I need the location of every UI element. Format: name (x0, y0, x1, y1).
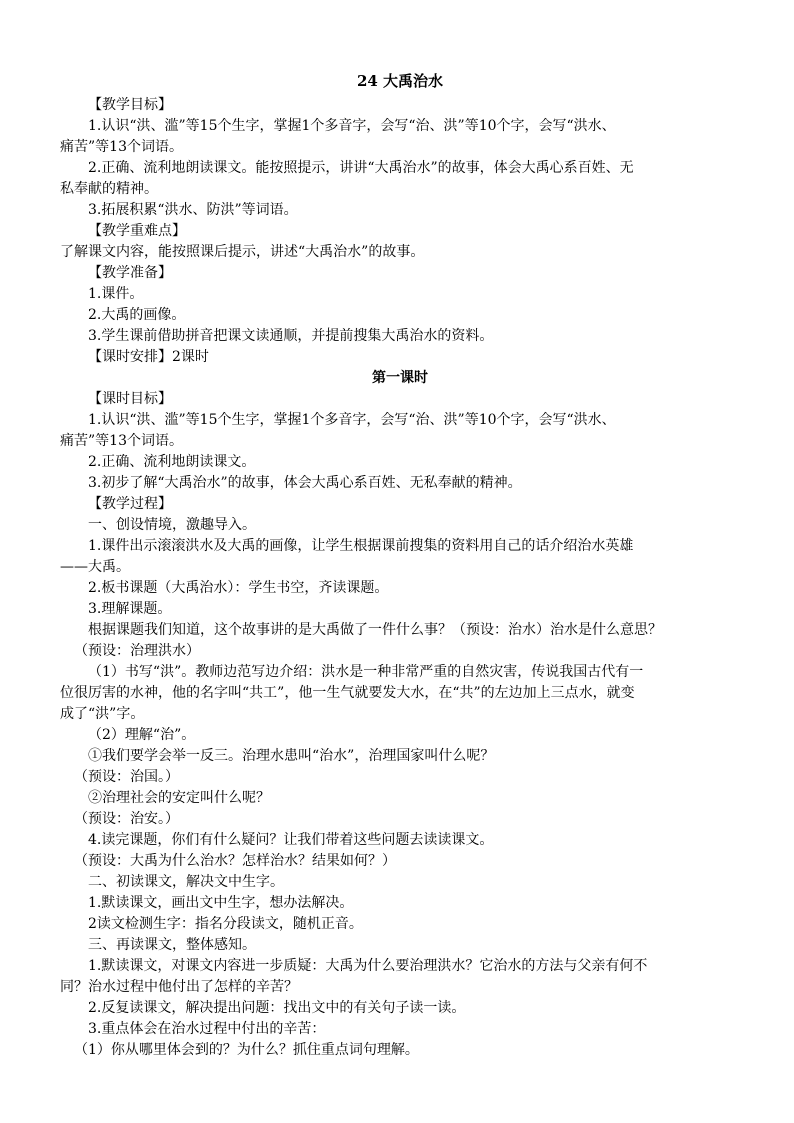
text-line: 2.大禹的画像。 (88, 307, 186, 323)
section-block-1 (60, 95, 740, 368)
document-title: 24 大禹治水 (356, 72, 444, 90)
text-line: 1.课件。 (88, 286, 144, 302)
text-line: 【教学过程】 (88, 496, 172, 512)
text-line: 痛苦”等13个词语。 (60, 139, 183, 155)
text-line: 位很厉害的水神，他的名字叫“共工”，他一生气就要发大水，在“共”的左边加上三点水，就变 (60, 685, 635, 701)
text-line: 2.反复读课文，解决提出问题：找出文中的有关句子读一读。 (88, 1000, 466, 1016)
text-line: （预设：大禹为什么治水？怎样治水？结果如何？） (74, 853, 396, 869)
text-line: （1）书写“洪”。教师边范写边介绍：洪水是一种非常严重的自然灾害，传说我国古代有一 (88, 664, 644, 680)
text-line: 痛苦”等13个词语。 (60, 433, 183, 449)
text-line: 三、再读课文，整体感知。 (88, 937, 256, 953)
text-line: 成了“洪”字。 (60, 706, 145, 722)
text-line: 3.学生课前借助拼音把课文读通顺，并提前搜集大禹治水的资料。 (88, 328, 494, 344)
text-line: （预设：治国。） (74, 769, 179, 785)
text-line: 3.理解课题。 (88, 601, 172, 617)
text-line: 【课时安排】2课时 (88, 349, 209, 365)
text-line: 3.初步了解“大禹治水”的故事，体会大禹心系百姓、无私奉献的精神。 (88, 475, 522, 491)
text-line: ②治理社会的安定叫什么呢？ (88, 790, 270, 806)
text-line: 一、创设情境，激趣导入。 (88, 517, 256, 533)
text-line: 1.认识“洪、滥”等15个生字，掌握1个多音字，会写“治、洪”等10个字，会写“洪水、 (88, 118, 616, 134)
text-line: 2.正确、流利地朗读课文。能按照提示，讲讲“大禹治水”的故事，体会大禹心系百姓、无 (88, 160, 634, 176)
text-line: 3.拓展积累“洪水、防洪”等词语。 (88, 202, 298, 218)
text-line: 了解课文内容，能按照课后提示，讲述“大禹治水”的故事。 (60, 244, 425, 260)
text-line: 1.默读课文，对课文内容进一步质疑：大禹为什么要治理洪水？它治水的方法与父亲有何不 (88, 958, 648, 974)
text-line: 2.板书课题（大禹治水）：学生书空，齐读课题。 (88, 580, 389, 596)
section-title: 第一课时 (372, 370, 428, 386)
text-line: 同？治水过程中他付出了怎样的辛苦？ (60, 979, 298, 995)
text-line: ——大禹。 (60, 559, 130, 575)
text-line: 私奉献的精神。 (60, 181, 158, 197)
text-line: （预设：治安。） (74, 811, 179, 827)
document-page (60, 70, 740, 1061)
text-line: 2.正确、流利地朗读课文。 (88, 454, 256, 470)
text-line: 1.课件出示滚滚洪水及大禹的画像，让学生根据课前搜集的资料用自己的话介绍治水英雄 (88, 538, 634, 554)
text-line: 【教学目标】 (88, 97, 172, 113)
text-line: 【教学重难点】 (88, 223, 186, 239)
text-line: 二、初读课文，解决文中生字。 (88, 874, 284, 890)
text-line: 1.默读课文，画出文中生字，想办法解决。 (88, 895, 354, 911)
text-line: 1.认识“洪、滥”等15个生字，掌握1个多音字，会写“治、洪”等10个字，会写“洪水、 (88, 412, 616, 428)
section-block-2 (60, 389, 740, 1061)
text-line: （1）你从哪里体会到的？为什么？抓住重点词句理解。 (74, 1042, 419, 1058)
text-line: 根据课题我们知道，这个故事讲的是大禹做了一件什么事？（预设：治水）治水是什么意思？ (88, 622, 662, 638)
text-line: （2）理解“治”。 (88, 727, 196, 743)
text-line: 4.读完课题，你们有什么疑问？让我们带着这些问题去读读课文。 (88, 832, 494, 848)
text-line: 3.重点体会在治水过程中付出的辛苦： (88, 1021, 326, 1037)
text-line: 【教学准备】 (88, 265, 172, 281)
text-line: （预设：治理洪水） (74, 643, 200, 659)
text-line: 2读文检测生字：指名分段读文，随机正音。 (88, 916, 363, 932)
text-line: 【课时目标】 (88, 391, 172, 407)
text-line: ①我们要学会举一反三。治理水患叫“治水”，治理国家叫什么呢？ (88, 748, 495, 764)
